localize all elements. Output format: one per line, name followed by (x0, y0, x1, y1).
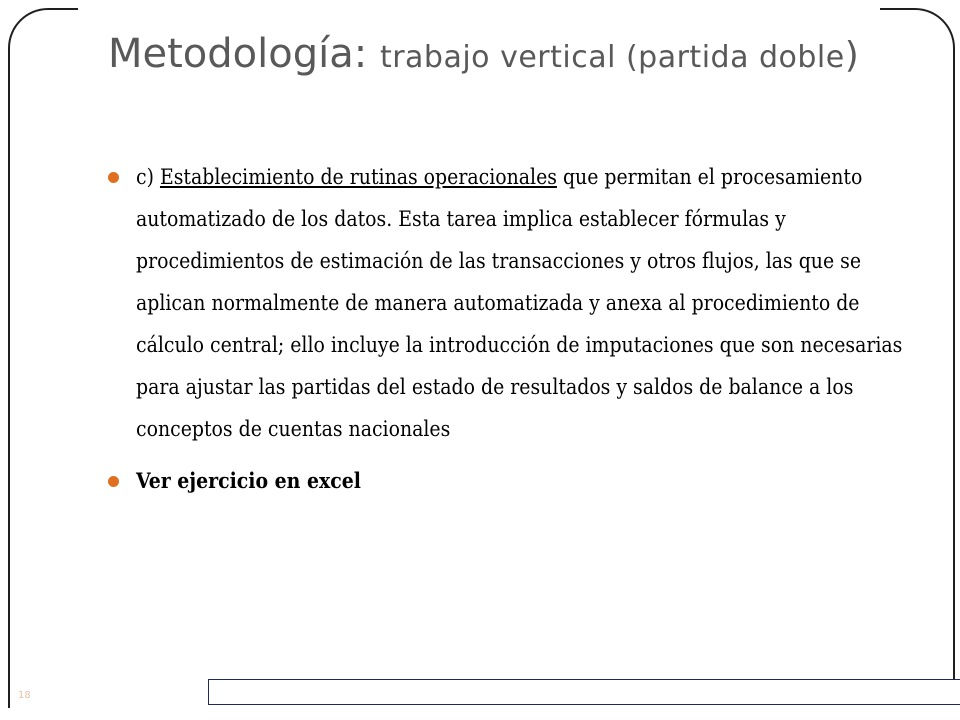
title-close-paren: ) (844, 35, 859, 76)
bullet-body-text: que permitan el procesamiento automatizado de los datos. Esta tarea implica establecer fórmulas y procedimientos de estimación de las transacciones y otros flujos, las que se aplican normalmente de manera automatizada y anexa al procedimiento de cálculo central; ello incluye la introducción de imputaciones que son necesarias para ajustar las partidas del estado de resultados y saldos de balance a los conceptos de cuentas nacionales (136, 165, 903, 441)
bullet-prefix: c) (136, 165, 160, 189)
bullet-underlined-term: Establecimiento de rutinas operacionales (159, 165, 557, 189)
slide-number: 18 (18, 690, 31, 701)
bullet-item-routines (108, 156, 908, 450)
title-main: Metodología: (108, 31, 380, 77)
bullet-exercise-text: Ver ejercicio en excel (136, 468, 361, 493)
title-subtitle: trabajo vertical (partida doble (379, 40, 845, 75)
bullet-dot-icon (108, 476, 119, 487)
footer-bar (208, 679, 960, 705)
bullet-dot-icon (108, 172, 119, 183)
slide-title (108, 18, 888, 94)
slide-content (108, 156, 908, 502)
slide-frame-left (8, 8, 78, 708)
bullet-item-exercise (108, 460, 908, 502)
